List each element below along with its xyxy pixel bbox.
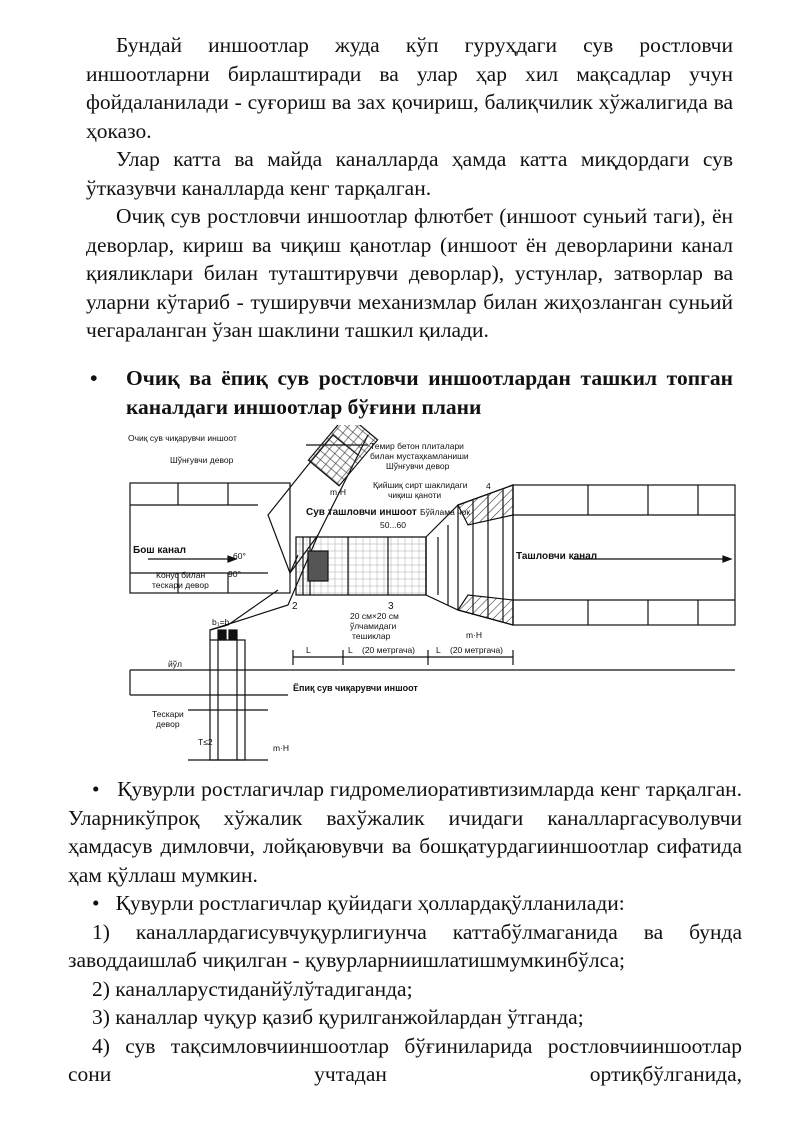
- paragraph-text: Қувурли ростлагичлар қуйидаги ҳоллардақўлланилади:: [115, 891, 625, 915]
- paragraph-text: Қувурли ростлагичлар гидромелиоративтизимларда кенг тарқалган. Уларникўпроқ хўжалик вахўжалик ичидаги каналларгасуволувчи ҳамдасув димловчи, лойқаювувчи ва бошқатурдагииншоотлар сифатида ҳам қўллаш мумкин.: [68, 777, 743, 887]
- label-wedge-1: Қийшиқ сирт шаклидаги: [373, 480, 468, 490]
- label-holes-3: тешиклар: [352, 631, 391, 641]
- label-regulator: Сув ташловчи иншоот: [306, 507, 417, 518]
- label-mark-3: 3: [388, 601, 394, 612]
- label-slope-right: m·H: [466, 630, 483, 640]
- body-text: [68, 775, 742, 1089]
- bullet-marker: •: [92, 777, 100, 801]
- label-lpok2-tail: (20 метргача): [450, 645, 503, 655]
- label-cone-wall-2: тескари девор: [152, 580, 209, 590]
- label-angle-1: 60°: [233, 551, 246, 561]
- label-angle-2: 90°: [228, 569, 241, 579]
- label-rc-slabs-1: Темир бетон плиталари: [370, 441, 464, 451]
- paragraph-2: Улар катта ва майда каналларда ҳамда катта миқдордаги сув ўтказувчи каналларда кенг тарқалган.: [86, 147, 733, 200]
- list-item-4: 4) сув тақсимловчииншоотлар бўғиниларида ростловчииншоотлар сони учтадан ортиқбўлганида,: [68, 1033, 742, 1086]
- label-wing-wall: Шўнғувчи девор: [170, 455, 234, 465]
- paragraph-1: Бундай иншоотлар жуда кўп гуруҳдаги сув ростловчи иншоотларни бирлаштиради ва улар ҳар хил мақсадлар учун фойдаланилади - суғориш ва зах қочириш, балиқчилик хўжалигида ва ҳоказо.: [86, 33, 733, 143]
- label-lc3: L: [306, 645, 311, 655]
- paragraph-3: Очиқ сув ростловчи иншоотлар флютбет (иншоот суньий таги), ён деворлар, кириш ва чиқиш қанотлар (иншоот ён деворларини канал қияликлари билан туташтирувчи деворлар), устунлар, затворлар ва уларни кўтариб - туширувчи механизмлар билан жиҳозланган суньий чегараланган ўзан шаклини ташкил қилади.: [86, 204, 733, 342]
- label-bolt: Бўйлама чок: [420, 507, 471, 517]
- label-cone-wall-1: Конус билан: [156, 570, 206, 580]
- label-back-wall-1: Тескари: [152, 709, 184, 719]
- label-slope-left: m·H: [330, 487, 347, 497]
- label-section-mark: 4: [486, 481, 491, 491]
- label-b-bot: b₁=b: [212, 617, 230, 627]
- label-back-wall-2: девор: [156, 719, 180, 729]
- label-lpok1-tail: (20 метргача): [362, 645, 415, 655]
- label-t2: T≤2: [198, 737, 213, 747]
- label-rc-slabs-2: билан мустаҳкамланиши: [370, 451, 469, 461]
- list-item-1: 1) каналлардагисувчуқурлигиунча каттабўлмаганида ва бунда заводдаишлаб чиқилган - қувурларниишлатишмумкинбўлса;: [68, 919, 742, 972]
- label-lpok2: L: [436, 645, 441, 655]
- label-closed-outlet: Ёпиқ сув чиқарувчи иншоот: [293, 683, 418, 693]
- label-road: йўл: [168, 659, 182, 669]
- heading-text: Очиқ ва ёпиқ сув ростловчи иншоотлардан ташкил топган каналдаги иншоотлар бўғини плани: [126, 366, 733, 419]
- label-mark-2: 2: [292, 601, 298, 612]
- paragraph-pipe-1: [68, 775, 742, 889]
- label-main-canal: Бош канал: [133, 545, 186, 556]
- label-discharge-canal: Ташловчи канал: [516, 551, 598, 562]
- label-lpok1: L: [348, 645, 353, 655]
- paragraph-pipe-2: [68, 889, 742, 918]
- list-item-3: 3) каналлар чуқур қазиб қурилганжойлардан ўтганда;: [92, 1005, 584, 1029]
- bullet-marker: •: [92, 891, 100, 915]
- label-holes-2: ўлчамидаги: [350, 621, 397, 631]
- figure-heading: [86, 364, 733, 421]
- label-dims: 50...60: [380, 520, 406, 530]
- label-wing-wall-2: Шўнғувчи девор: [386, 461, 450, 471]
- list-item-2: 2) каналларустиданйўлўтадиганда;: [92, 976, 413, 1001]
- label-slope-bottom: m·H: [273, 743, 290, 753]
- label-wedge-2: чиқиш қаноти: [388, 490, 442, 500]
- intro-text: [86, 31, 733, 345]
- label-holes-1: 20 см×20 см: [350, 611, 399, 621]
- canal-plan-figure: [118, 425, 743, 770]
- bullet-marker: •: [90, 366, 98, 390]
- label-open-outlet: Очиқ сув чиқарувчи иншоот: [128, 433, 237, 443]
